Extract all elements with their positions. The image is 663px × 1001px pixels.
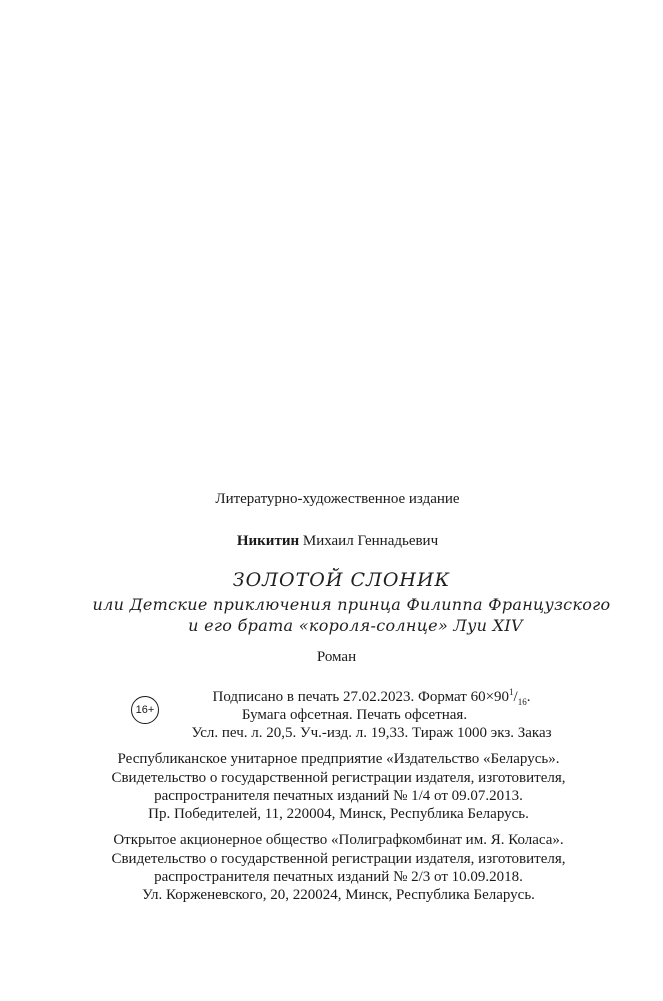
format-separator: / xyxy=(513,689,518,705)
genre: Роман xyxy=(316,649,357,665)
publisher-line-2: Свидетельство о государственной регистрации издателя, изготовителя, xyxy=(111,770,566,786)
author-line xyxy=(6,532,663,550)
format-denominator: 16 xyxy=(517,697,527,707)
printer-line-2: Свидетельство о государственной регистрации издателя, изготовителя, xyxy=(111,851,566,867)
publisher-line-1: Республиканское унитарное предприятие «Издательство «Беларусь». xyxy=(117,751,560,767)
publisher-line-4: Пр. Победителей, 11, 220004, Минск, Республика Беларусь. xyxy=(148,806,529,822)
publisher-line-3: распространителя печатных изданий № 1/4 от 09.07.2013. xyxy=(154,788,523,804)
volume-line: Усл. печ. л. 20,5. Уч.-изд. л. 19,33. Тираж 1000 экз. Заказ xyxy=(191,725,552,741)
author-surname: Никитин xyxy=(236,533,300,549)
edition-type: Литературно-художественное издание xyxy=(215,491,460,507)
subtitle-line-2: и его брата «короля-солнце» Луи XIV xyxy=(188,616,523,635)
print-signed-line xyxy=(40,688,663,706)
format-end: . xyxy=(526,689,531,705)
book-title: ЗОЛОТОЙ СЛОНИК xyxy=(232,569,451,591)
age-rating-badge: 16+ xyxy=(131,696,159,724)
paper-line: Бумага офсетная. Печать офсетная. xyxy=(241,707,468,723)
subtitle-line-1: или Детские приключения принца Филиппа Французского xyxy=(92,595,611,614)
printer-line-4: Ул. Корженевского, 20, 220024, Минск, Республика Беларусь. xyxy=(142,887,535,903)
author-given-names: Михаил Геннадьевич xyxy=(302,533,439,549)
printer-line-1: Открытое акционерное общество «Полиграфкомбинат им. Я. Коласа». xyxy=(113,832,564,848)
print-signed-text: Подписано в печать 27.02.2023. Формат 60×90 xyxy=(212,689,510,705)
format-numerator: 1 xyxy=(509,687,514,697)
printer-line-3: распространителя печатных изданий № 2/3 от 10.09.2018. xyxy=(154,869,523,885)
